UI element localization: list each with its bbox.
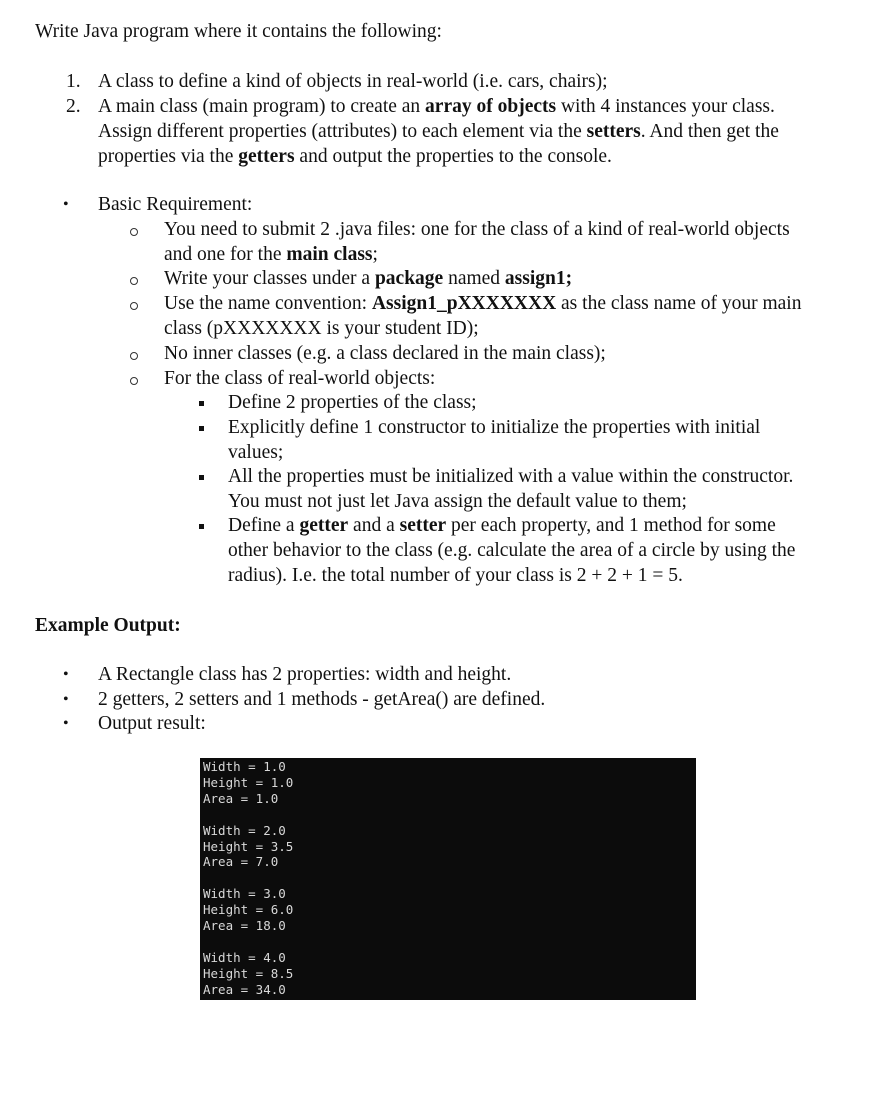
requirement-line: radius). I.e. the total number of your class is 2 + 2 + 1 = 5.: [228, 565, 683, 586]
circle-bullet-icon: [130, 302, 138, 310]
sublist-item-line: Use the name convention: Assign1_pXXXXXXX as the class name of your main: [164, 293, 802, 314]
bullet-icon: •: [63, 691, 69, 708]
list-item-line: Assign different properties (attributes) to each element via the setters. And then get the: [98, 121, 779, 142]
console-line: Width = 4.0: [203, 949, 286, 965]
bullet-basic: •: [63, 196, 69, 213]
console-line: Height = 8.5: [203, 965, 294, 981]
bullet-icon: •: [63, 715, 69, 732]
list-item-line: A class to define a kind of objects in real-world (i.e. cars, chairs);: [98, 71, 608, 92]
console-line: Height = 3.5: [203, 838, 294, 854]
example-bullet-text: Output result:: [98, 713, 206, 734]
square-bullet-icon: [199, 401, 204, 406]
circle-bullet-icon: [130, 228, 138, 236]
console-line: Width = 1.0: [203, 759, 286, 774]
console-line: Area = 1.0: [203, 790, 279, 806]
circle-bullet-icon: [130, 377, 138, 385]
example-bullet-text: A Rectangle class has 2 properties: width and height.: [98, 664, 512, 685]
sublist-item-line: and one for the main class;: [164, 244, 378, 265]
sublist-item-line: For the class of real-world objects:: [164, 368, 436, 389]
list-item-line: A main class (main program) to create an array of objects with 4 instances your class.: [98, 96, 775, 117]
square-bullet-icon: [199, 475, 204, 480]
list-number: 2.: [66, 96, 81, 117]
circle-bullet-icon: [130, 277, 138, 285]
requirement-line: Explicitly define 1 constructor to initialize the properties with initial: [228, 417, 761, 438]
sublist-item-line: Write your classes under a package named assign1;: [164, 268, 573, 289]
sublist-item-line: class (pXXXXXXX is your student ID);: [164, 318, 479, 339]
requirement-line: values;: [228, 442, 284, 463]
basic-requirement-label: Basic Requirement:: [98, 194, 253, 215]
square-bullet-icon: [199, 524, 204, 529]
console-output: [200, 758, 696, 1000]
circle-bullet-icon: [130, 352, 138, 360]
requirement-line: Define a getter and a setter per each property, and 1 method for some: [228, 515, 776, 536]
intro-text: Write Java program where it contains the following:: [35, 21, 442, 42]
list-number: 1.: [66, 71, 81, 92]
sublist-item-line: You need to submit 2 .java files: one for the class of a kind of real-world objects: [164, 219, 790, 240]
bullet-icon: •: [63, 666, 69, 683]
requirement-line: Define 2 properties of the class;: [228, 392, 477, 413]
console-line: Height = 6.0: [203, 902, 294, 918]
sublist-item-line: No inner classes (e.g. a class declared in the main class);: [164, 343, 606, 364]
list-item-line: properties via the getters and output the properties to the console.: [98, 146, 612, 167]
console-line: Area = 7.0: [203, 854, 279, 870]
example-heading: Example Output:: [35, 615, 181, 636]
requirement-line: You must not just let Java assign the default value to them;: [228, 491, 687, 512]
console-line: Width = 2.0: [203, 822, 286, 838]
console-line: Area = 18.0: [203, 918, 286, 933]
console-line: Height = 1.0: [203, 774, 294, 790]
requirement-line: other behavior to the class (e.g. calculate the area of a circle by using the: [228, 540, 796, 561]
square-bullet-icon: [199, 426, 204, 431]
example-bullet-text: 2 getters, 2 setters and 1 methods - getArea() are defined.: [98, 689, 546, 710]
console-line: Area = 34.0: [203, 981, 286, 997]
requirement-line: All the properties must be initialized with a value within the constructor.: [228, 466, 794, 487]
console-line: Width = 3.0: [203, 886, 286, 902]
